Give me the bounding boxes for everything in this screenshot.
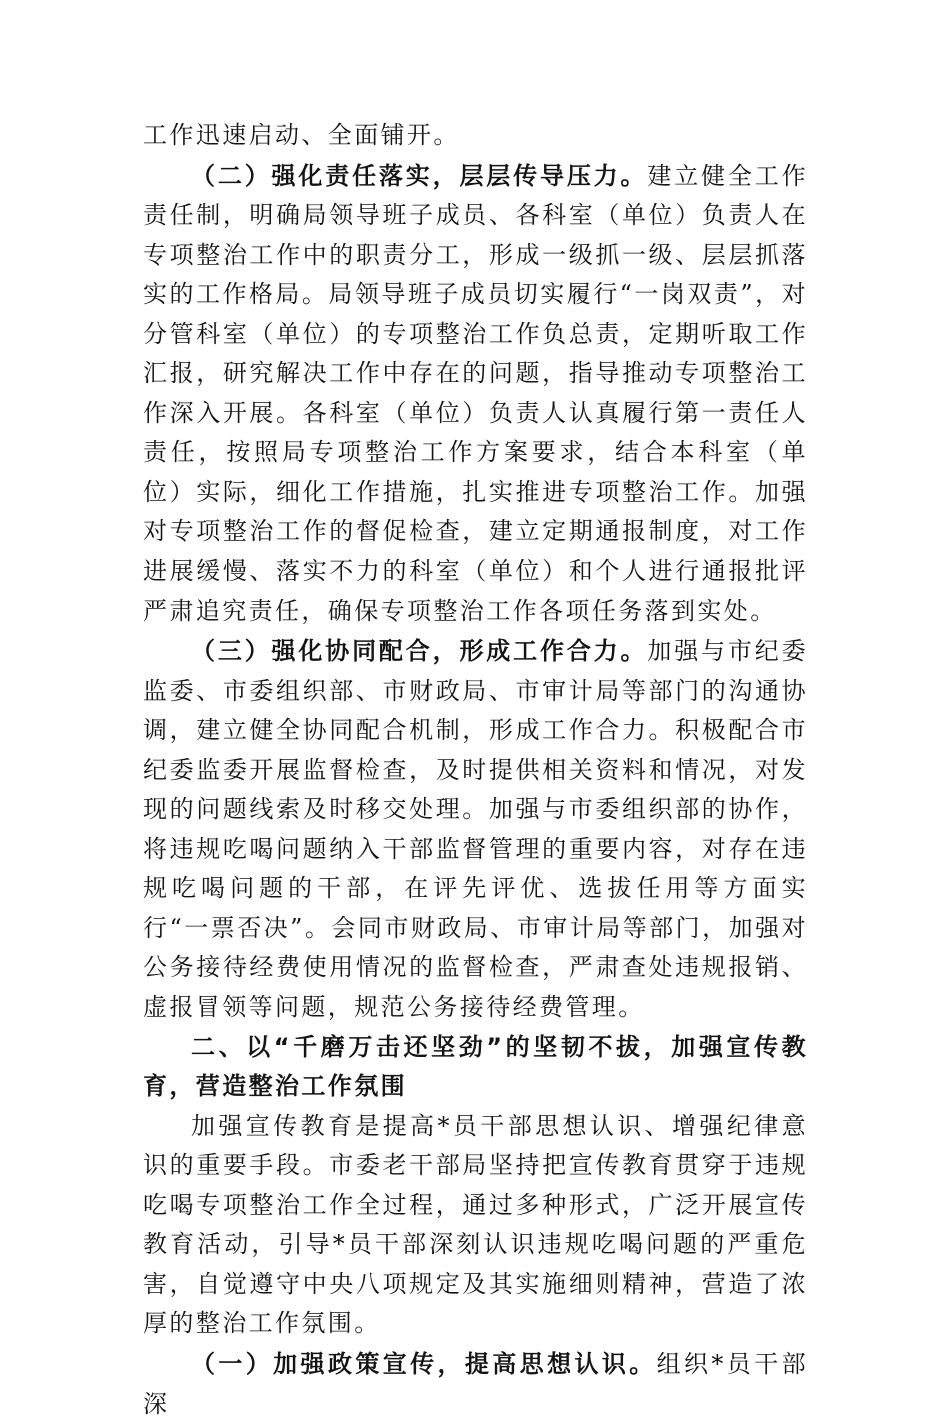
paragraph-section-3 <box>143 631 808 1027</box>
subheading-2: （二）强化责任落实，层层传导压力。 <box>191 160 648 190</box>
subheading-1: （一）加强政策宣传，提高思想认识。 <box>191 1348 657 1378</box>
paragraph-body-2: 建立健全工作责任制，明确局领导班子成员、各科室（单位）负责人在专项整治工作中的职责分工，形成一级抓一级、层层抓落实的工作格局。局领导班子成员切实履行“一岗双责”，对分管科室（单位）的专项整治工作负总责，定期听取工作汇报，研究解决工作中存在的问题，指导推动专项整治工作深入开展。各科室（单位）负责人认真履行第一责任人责任，按照局专项整治工作方案要求，结合本科室（单位）实际，细化工作措施，扎实推进专项整治工作。加强对专项整治工作的督促检查，建立定期通报制度，对工作进展缓慢、落实不力的科室（单位）和个人进行通报批评严肃追究责任，确保专项整治工作各项任务落到实处。 <box>143 161 808 625</box>
paragraph-body-1: 组织*员干部深 <box>143 1349 808 1418</box>
paragraph-continuation: 工作迅速启动、全面铺开。 <box>143 121 460 149</box>
paragraph-intro: 加强宣传教育是提高*员干部思想认识、增强纪律意识的重要手段。市委老干部局坚持把宣传教育贯穿于违规吃喝专项整治工作全过程，通过多种形式，广泛开展宣传教育活动，引导*员干部深刻认识违规吃喝问题的严重危害，自觉遵守中央八项规定及其实施细则精神，营造了浓厚的整治工作氛围。 <box>143 1111 808 1338</box>
body-text <box>143 116 808 1424</box>
paragraph-section-2 <box>143 156 808 632</box>
paragraph-section-1 <box>143 1344 808 1424</box>
subheading-3: （三）强化协同配合，形成工作合力。 <box>191 636 648 666</box>
section-heading: 二、以“千磨万击还坚劲”的坚韧不拔，加强宣传教育，营造整治工作氛围 <box>143 1032 808 1101</box>
paragraph-body-3: 加强与市纪委监委、市委组织部、市财政局、市审计局等部门的沟通协调，建立健全协同配合机制，形成工作合力。积极配合市纪委监委开展监督检查，及时提供相关资料和情况，对发现的问题线索及时移交处理。加强与市委组织部的协作，将违规吃喝问题纳入干部监督管理的重要内容，对存在违规吃喝问题的干部，在评先评优、选拔任用等方面实行“一票否决”。会同市财政局、市审计局等部门，加强对公务接待经费使用情况的监督检查，严肃查处违规报销、虚报冒领等问题，规范公务接待经费管理。 <box>143 637 808 1022</box>
